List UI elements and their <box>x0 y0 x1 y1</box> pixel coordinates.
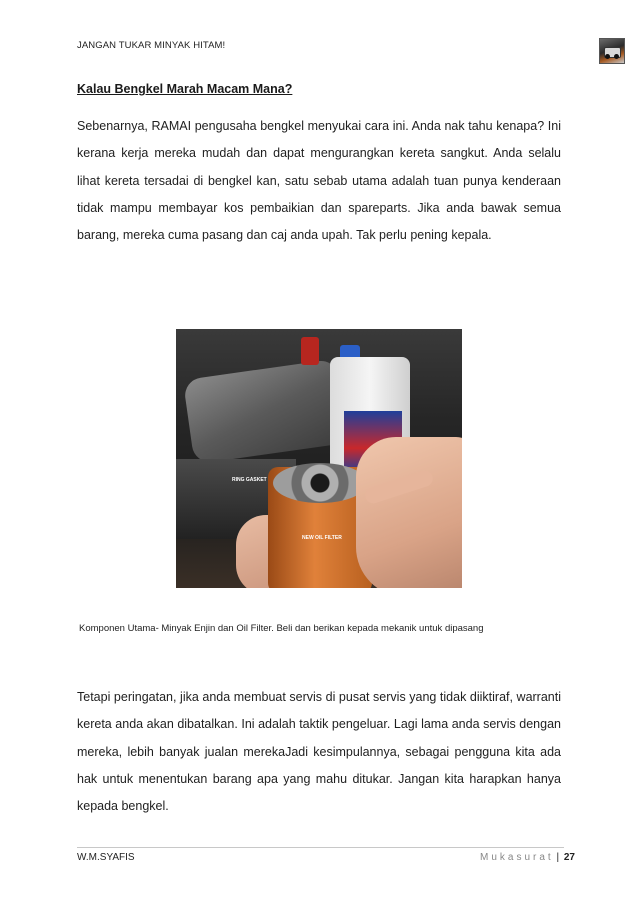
running-header: JANGAN TUKAR MINYAK HITAM! <box>77 40 226 51</box>
body-paragraph-1: Sebenarnya, RAMAI pengusaha bengkel menyukai cara ini. Anda nak tahu kenapa? Ini kerana kerja mereka mudah dan dapat mengurangkan kereta sangkut. Anda selalu lihat kereta tersadai di bengkel kan, satu sebab utama adalah tuan punya kenderaan tidak mampu membayar kos pembaikian dan spareparts. Jika anda bawak semua barang, mereka cuma pasang dan caj anda upah. Tak perlu pening kepala. <box>77 119 561 243</box>
footer-divider <box>77 847 564 848</box>
body-paragraph-2: Tetapi peringatan, jika anda membuat servis di pusat servis yang tidak diiktiraf, warranti kereta anda akan dibatalkan. Ini adalah taktik pengeluar. Lagi lama anda servis dengan mereka, lebih banyak jualan merekaJadi kesimpulannya, sebagai pengguna kita ada hak untuk menentukan barang apa yang mahu ditukar. Jangan kita harapkan hanya kepada bengkel. <box>77 690 561 814</box>
page-label: Mukasurat <box>480 852 554 863</box>
section-title: Kalau Bengkel Marah Macam Mana? <box>77 82 293 96</box>
wheel-shape <box>614 54 619 59</box>
engine-oil-filter-photo <box>176 329 462 588</box>
page-separator: | <box>556 852 560 863</box>
right-hand-shape <box>356 437 462 588</box>
figure-caption: Komponen Utama- Minyak Enjin dan Oil Filter. Beli dan berikan kepada mekanik untuk dipasang <box>79 623 484 634</box>
oil-filter-top-shape <box>273 463 367 503</box>
new-oil-filter-callout: NEW OIL FILTER <box>302 535 342 541</box>
footer-author: W.M.SYAFIS <box>77 852 135 863</box>
page-number: 27 <box>563 852 575 863</box>
wheel-shape <box>605 54 610 59</box>
ring-gasket-callout: RING GASKET <box>232 477 267 483</box>
footer-page-info <box>480 852 575 863</box>
engine-red-part-shape <box>301 337 319 365</box>
engine-cover-shape <box>183 359 348 465</box>
car-thumbnail-icon <box>599 38 625 64</box>
